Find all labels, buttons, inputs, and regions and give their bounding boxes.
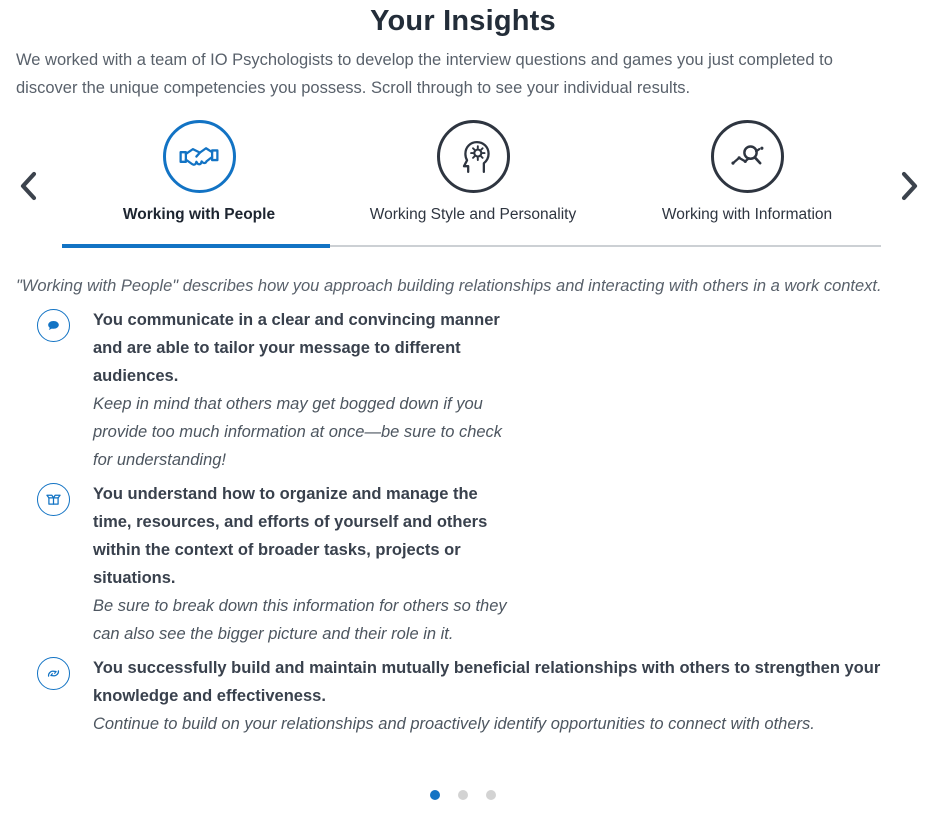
- insight-tip: Keep in mind that others may get bogged down if you provide too much information at once—be sure to check for understanding!: [93, 395, 503, 469]
- tab-working-with-information[interactable]: [610, 120, 884, 224]
- active-tab-indicator: [62, 244, 330, 248]
- chevron-right-icon: [899, 170, 921, 202]
- tab-working-with-people[interactable]: [62, 120, 336, 224]
- tab-label: Working with Information: [661, 206, 833, 223]
- handshake-icon: [163, 120, 236, 193]
- clasped-hands-icon: [37, 657, 70, 690]
- carousel-dot-2[interactable]: [458, 790, 468, 800]
- carousel-dots: [0, 790, 926, 800]
- insight-item: [0, 306, 926, 474]
- competency-carousel: [0, 120, 926, 232]
- insight-body: [93, 306, 513, 474]
- open-box-icon: [37, 483, 70, 516]
- magnifier-chart-icon: [711, 120, 784, 193]
- insight-tip: Continue to build on your relationships and proactively identify opportunities to connect with others.: [93, 715, 815, 733]
- insight-strength: You communicate in a clear and convincing manner and are able to tailor your message to different audiences.: [93, 311, 500, 385]
- head-gear-icon: [437, 120, 510, 193]
- tab-working-style-and-personality[interactable]: [336, 120, 610, 224]
- carousel-tabs: [62, 120, 884, 224]
- insight-body: [93, 480, 513, 648]
- insight-strength: You successfully build and maintain mutually beneficial relationships with others to strengthen your knowledge and effectiveness.: [93, 659, 881, 705]
- page-title: Your Insights: [370, 5, 556, 37]
- tab-underline: [62, 244, 881, 248]
- chevron-left-icon: [17, 170, 39, 202]
- tab-label: Working with People: [122, 206, 276, 223]
- tab-label: Working Style and Personality: [369, 206, 577, 223]
- carousel-dot-1[interactable]: [430, 790, 440, 800]
- speech-bubble-icon: [37, 309, 70, 342]
- insight-strength: You understand how to organize and manage the time, resources, and efforts of yourself and others within the context of broader tasks, projects or situations.: [93, 485, 488, 587]
- carousel-next-button[interactable]: [895, 166, 925, 206]
- insight-tip: Be sure to break down this information for others so they can also see the bigger picture and their role in it.: [93, 597, 507, 643]
- insight-body: [93, 654, 905, 738]
- insight-item: [0, 654, 926, 738]
- carousel-dot-3[interactable]: [486, 790, 496, 800]
- insights-list: [0, 306, 926, 738]
- insight-item: [0, 480, 926, 648]
- page-intro: We worked with a team of IO Psychologists to develop the interview questions and games you just completed to discover the unique competencies you possess. Scroll through to see your individual results.: [16, 51, 833, 97]
- category-description: "Working with People" describes how you approach building relationships and interacting with others in a work context.: [16, 277, 882, 295]
- carousel-prev-button[interactable]: [13, 166, 43, 206]
